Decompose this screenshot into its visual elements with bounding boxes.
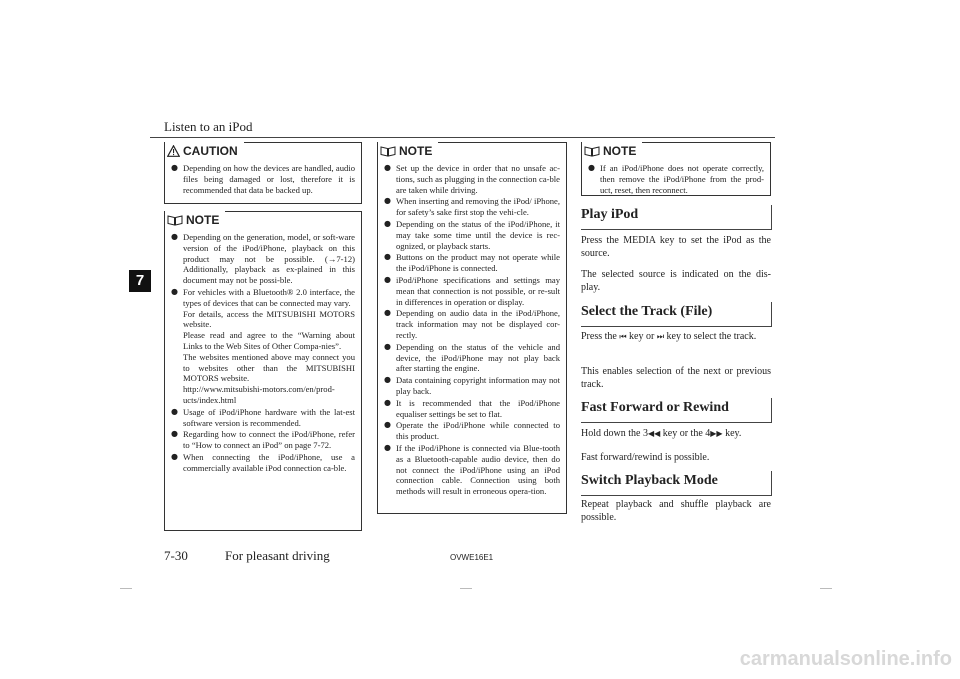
bullet-icon: ● — [171, 429, 178, 439]
section-heading-ff: Fast Forward or Rewind — [581, 398, 772, 423]
list-item-text: Depending on the status of the vehicle and device, the iPod/iPhone may not play back after starting the engine. — [396, 341, 560, 374]
list-item-text: Depending on the generation, model, or soft-ware version of the iPod/iPhone, playback on this product may not be possible. (→7-12) Additionally, playback as ex-plained in this document may not be possi-ble. — [183, 232, 355, 286]
list-item — [384, 420, 560, 442]
switch-paragraph-1: Repeat playback and shuffle playback are possible. — [581, 499, 771, 523]
list-item-text: Data containing copyright information may not play back. — [396, 375, 560, 396]
list-item — [171, 429, 355, 451]
bullet-icon: ● — [384, 442, 391, 452]
bullet-icon: ● — [384, 341, 391, 351]
skip-forward-icon: ⏭ — [656, 332, 665, 341]
list-item-text: Operate the iPod/iPhone while connected to this product. — [396, 420, 560, 442]
select-paragraph-1: Press the ⏮ key or ⏭ key to select the track. — [581, 331, 757, 342]
note-items-3 — [588, 163, 764, 196]
bullet-icon: ● — [171, 163, 178, 172]
bullet-icon: ● — [384, 252, 391, 262]
list-item-text: For vehicles with a Bluetooth® 2.0 interface, the types of devices that can be connected may vary. For details, access the MITSUBISHI MOTORS website. Please read and agree to the “Warning about Links to the Web Sites of Other Compa-nies”. The websites mentioned above may connect you to websites other than the MITSUBISHI MOTORS website. http://www.mitsubishi-motors.com/en/prod-ucts/index.html — [183, 286, 355, 405]
list-item-text: When inserting and removing the iPod/ iPhone, for safety’s sake first stop the vehi-cle. — [396, 196, 560, 218]
list-item-text: Buttons on the product may not operate while the iPod/iPhone is connected. — [396, 252, 560, 274]
page-header: Listen to an iPod — [164, 119, 253, 134]
list-item — [171, 163, 355, 195]
note-items-2 — [384, 163, 560, 498]
list-item — [384, 275, 560, 307]
list-item-text: Depending on how the devices are handled, audio files being damaged or lost, therefore it is recommended that data be backed up. — [183, 163, 355, 195]
list-item — [384, 219, 560, 251]
bullet-icon: ● — [384, 397, 391, 407]
bullet-icon: ● — [588, 163, 595, 172]
bullet-icon: ● — [384, 218, 391, 228]
list-item-text: Set up the device in order that no unsafe ac-tions, such as plugging in the connection ca-ble are taken while driving. — [396, 163, 560, 195]
note-box-1 — [164, 211, 362, 531]
caution-items — [171, 163, 355, 196]
list-item — [171, 232, 355, 286]
list-item — [171, 287, 355, 406]
note-icon — [167, 214, 183, 226]
note-title-1: NOTE — [165, 211, 225, 228]
crop-mark — [460, 588, 472, 589]
play-paragraph-1: Press the MEDIA key to set the iPod as the source. — [581, 235, 771, 259]
section-heading-select: Select the Track (File) — [581, 302, 772, 327]
caution-box — [164, 142, 362, 204]
chapter-tab: 7 — [129, 270, 151, 292]
bullet-icon: ● — [171, 406, 178, 416]
crop-mark — [820, 588, 832, 589]
bullet-icon: ● — [171, 232, 178, 241]
list-item — [384, 308, 560, 340]
header-rule — [150, 137, 775, 138]
list-item — [588, 163, 764, 195]
page-number: 7-30 — [164, 548, 188, 563]
bullet-icon: ● — [171, 451, 178, 461]
list-item — [384, 443, 560, 497]
list-item-text: If an iPod/iPhone does not operate correctly, then remove the iPod/iPhone from the prod-uct, reset, then reconnect. — [600, 163, 764, 195]
bullet-icon: ● — [384, 420, 391, 430]
play-paragraph-2: The selected source is indicated on the dis-play. — [581, 269, 771, 293]
note-title-2: NOTE — [378, 142, 438, 159]
list-item-text: Depending on the status of the iPod/iPhone, it may take some time until the device is rec-ognized, or playback starts. — [396, 218, 560, 251]
section-heading-switch: Switch Playback Mode — [581, 471, 772, 496]
list-item — [384, 375, 560, 397]
list-item-text: iPod/iPhone specifications and settings may mean that connection is not possible, or re-sult in differences in operation or display. — [396, 274, 560, 307]
section-heading-play: Play iPod — [581, 205, 772, 230]
list-item-text: When connecting the iPod/iPhone, use a commercially available iPod connection ca-ble. — [183, 451, 355, 473]
caution-title: CAUTION — [165, 142, 244, 159]
warning-icon — [167, 145, 180, 157]
select-paragraph-2: This enables selection of the next or previous track. — [581, 366, 771, 390]
list-item — [384, 398, 560, 420]
list-item — [384, 252, 560, 274]
list-item — [384, 342, 560, 374]
bullet-icon: ● — [171, 286, 178, 296]
list-item — [171, 407, 355, 429]
ff-paragraph-1: Hold down the 3◀◀ key or the 4▶▶ key. — [581, 428, 742, 439]
ff-paragraph-2: Fast forward/rewind is possible. — [581, 452, 710, 463]
note-items-1 — [171, 232, 355, 475]
bullet-icon: ● — [384, 375, 391, 385]
note-icon — [380, 145, 396, 157]
list-item — [171, 452, 355, 474]
note-box-3 — [581, 142, 771, 196]
bullet-icon: ● — [384, 308, 391, 318]
bullet-icon: ● — [384, 163, 391, 172]
crop-mark — [120, 588, 132, 589]
footer-chapter-title: For pleasant driving — [225, 548, 330, 563]
list-item-text: Depending on audio data in the iPod/iPhone, track information may not be displayed cor-rectly. — [396, 308, 560, 340]
bullet-icon: ● — [384, 274, 391, 284]
note-icon — [584, 145, 600, 157]
note-title-3: NOTE — [582, 142, 642, 159]
list-item-text: If the iPod/iPhone is connected via Blue-tooth as a Bluetooth-capable audio device, then do not connect the iPod/iPhone using an iPod connection cable. Connection using both methods will result in erroneous opera-tion. — [396, 442, 560, 497]
note-box-2 — [377, 142, 567, 514]
list-item-text: Regarding how to connect the iPod/iPhone, refer to “How to connect an iPod” on page 7-72. — [183, 429, 355, 451]
list-item — [384, 196, 560, 218]
watermark: carmanualsonline.info — [739, 648, 952, 670]
document-code: OVWE16E1 — [450, 553, 494, 562]
fast-forward-icon: ▶▶ — [710, 429, 723, 438]
rewind-icon: ◀◀ — [647, 429, 661, 438]
list-item — [384, 163, 560, 195]
list-item-text: It is recommended that the iPod/iPhone equaliser settings be set to flat. — [396, 397, 560, 419]
list-item-text: Usage of iPod/iPhone hardware with the lat-est software version is recommended. — [183, 406, 355, 428]
bullet-icon: ● — [384, 196, 391, 206]
skip-back-icon: ⏮ — [619, 332, 627, 341]
